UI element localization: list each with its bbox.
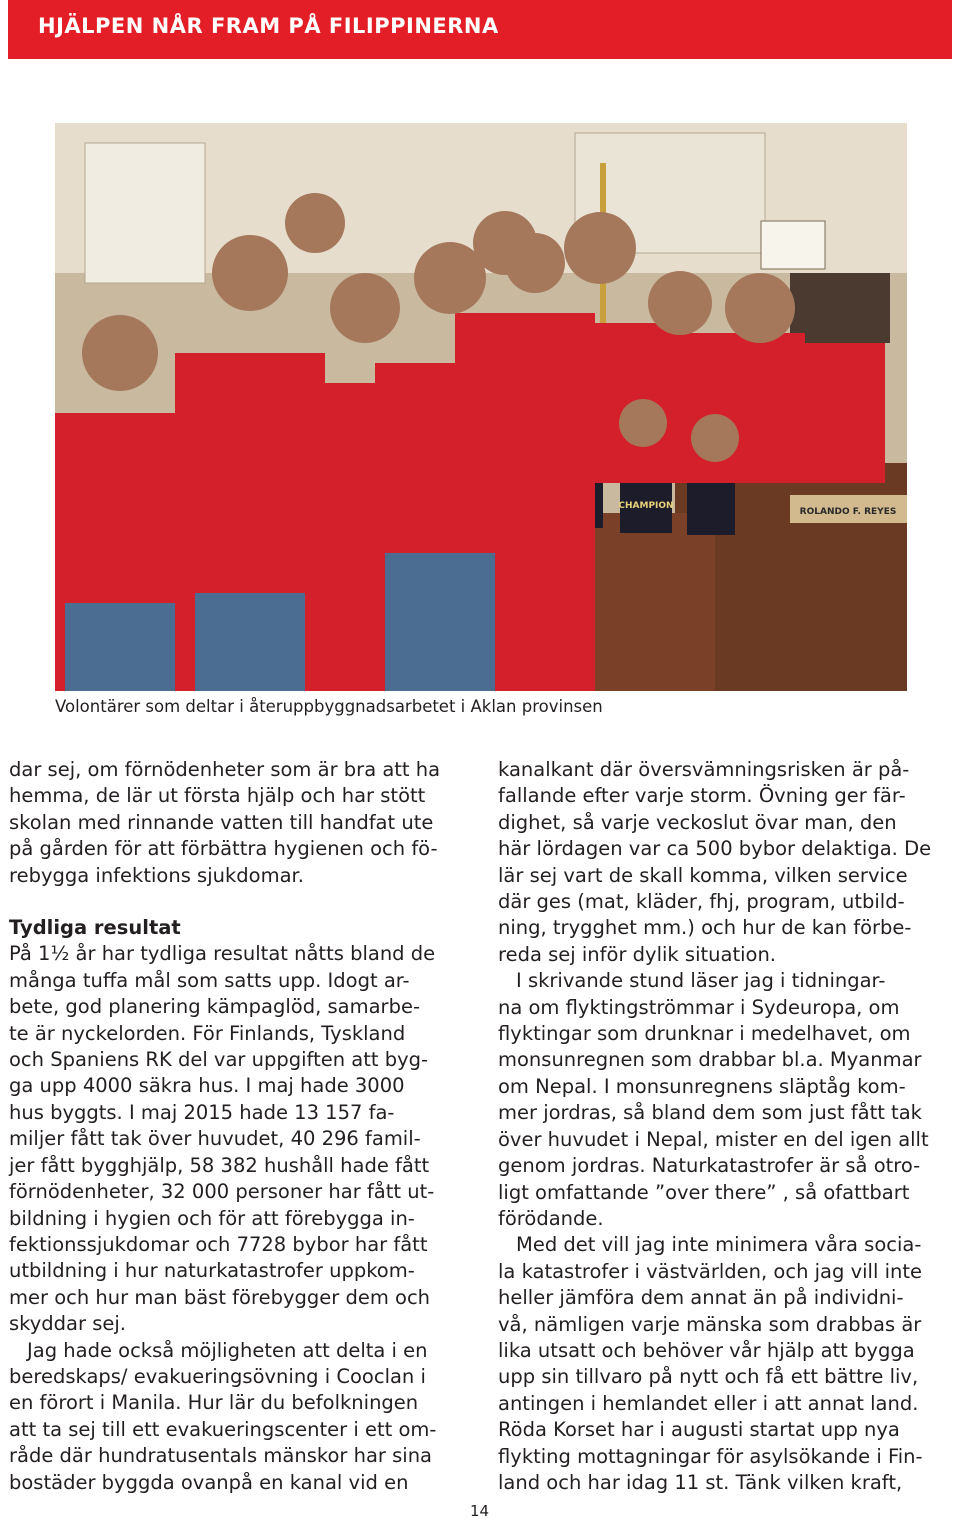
text-line: fallande efter varje storm. Övning ger fär- bbox=[498, 784, 906, 808]
text-line: över huvudet i Nepal, mister en del igen allt bbox=[498, 1127, 929, 1151]
text-line: flyktingar som drunknar i medelhavet, om bbox=[498, 1022, 911, 1046]
text-line: bostäder byggda ovanpå en kanal vid en bbox=[9, 1470, 409, 1494]
right-column bbox=[498, 757, 952, 1496]
paragraph bbox=[9, 941, 464, 1337]
paragraph bbox=[498, 757, 952, 968]
text-line: miljer fått tak över huvudet, 40 296 famil- bbox=[9, 1127, 421, 1151]
text-line: beredskaps/ evakueringsövning i Cooclan i bbox=[9, 1364, 426, 1388]
text-line: lär sej vart de skall komma, vilken service bbox=[498, 863, 908, 887]
text-line: mer och hur man bäst förebygger dem och bbox=[9, 1285, 431, 1309]
text-line: skyddar sej. bbox=[9, 1312, 126, 1336]
text-line: jer fått bygghjälp, 58 382 hushåll hade fått bbox=[9, 1153, 430, 1177]
text-line: där ges (mat, kläder, fhj, program, utbild- bbox=[498, 890, 905, 914]
text-line: många tuffa mål som satts upp. Idogt ar- bbox=[9, 968, 410, 992]
text-line: mer jordras, så bland dem som just fått tak bbox=[498, 1101, 922, 1125]
text-line: na om flyktingströmmar i Sydeuropa, om bbox=[498, 995, 900, 1019]
text-line: bete, god planering kämpaglöd, samarbe- bbox=[9, 995, 420, 1019]
text-line: kanalkant där översvämningsrisken är på- bbox=[498, 758, 910, 781]
text-line: hus byggts. I maj 2015 hade 13 157 fa- bbox=[9, 1100, 395, 1124]
text-line: monsunregnen som drabbar bl.a. Myanmar bbox=[498, 1048, 922, 1072]
text-line: en förort i Manila. Hur lär du befolkningen bbox=[9, 1391, 419, 1415]
text-line: ga upp 4000 säkra hus. I maj hade 3000 bbox=[9, 1074, 405, 1098]
text-line: dar sej, om förnödenheter som är bra att ha bbox=[9, 758, 441, 781]
text-line: på gården för att förbättra hygienen och fö- bbox=[9, 837, 438, 861]
text-line: I skrivande stund läser jag i tidningar- bbox=[516, 969, 886, 993]
text-line: la katastrofer i västvärlden, och jag vill inte bbox=[498, 1259, 922, 1283]
paragraph bbox=[9, 757, 464, 889]
text-line: om Nepal. I monsunregnens släptåg kom- bbox=[498, 1074, 906, 1098]
photo-illustration bbox=[55, 123, 907, 691]
text-line: land och har idag 11 st. Tänk vilken kraft, bbox=[498, 1470, 903, 1494]
text-line: förnödenheter, 32 000 personer har fått ut- bbox=[9, 1180, 435, 1204]
text-line: rebygga infektions sjukdomar. bbox=[9, 863, 304, 887]
desk-name-sign: ROLANDO F. REYES bbox=[799, 507, 897, 517]
text-line: genom jordras. Naturkatastrofer är så otro- bbox=[498, 1154, 921, 1178]
text-line: hemma, de lär ut första hjälp och har stött bbox=[9, 784, 426, 808]
text-line: skolan med rinnande vatten till handfat ute bbox=[9, 810, 434, 834]
paragraph bbox=[498, 968, 952, 1232]
paragraph bbox=[498, 1232, 952, 1496]
photo-caption: Volontärer som deltar i återuppbyggnadsarbetet i Aklan provinsen bbox=[55, 697, 603, 716]
section-subheading: Tydliga resultat bbox=[9, 916, 181, 940]
text-line: råde där hundratusentals mänskor har sina bbox=[9, 1444, 433, 1468]
text-line: förödande. bbox=[498, 1206, 604, 1230]
text-line: Jag hade också möjligheten att delta i en bbox=[27, 1338, 428, 1362]
text-line: ning, trygghet mm.) och hur de kan förbe- bbox=[498, 916, 912, 940]
text-line: lika utsatt och behöver vår hjälp att bygga bbox=[498, 1338, 915, 1362]
text-line: Med det vill jag inte minimera våra socia- bbox=[516, 1233, 922, 1257]
text-line: bildning i hygien och för att förebygga in- bbox=[9, 1206, 415, 1230]
text-line: utbildning i hur naturkatastrofer uppkom- bbox=[9, 1259, 415, 1283]
text-line: antingen i hemlandet eller i att annat land. bbox=[498, 1391, 919, 1415]
poster-label: CHAMPION bbox=[618, 501, 674, 511]
text-line: Röda Korset har i augusti startat upp nya bbox=[498, 1418, 900, 1442]
text-line: reda sej inför dylik situation. bbox=[498, 942, 776, 966]
text-line: flykting mottagningar för asylsökande i Fin- bbox=[498, 1444, 923, 1468]
text-line: upp sin tillvaro på nytt och få ett bättre liv, bbox=[498, 1365, 919, 1389]
text-line: ligt omfattande ”over there” , så ofattbart bbox=[498, 1180, 910, 1204]
text-line: att ta sej till ett evakueringscenter i ett om- bbox=[9, 1417, 437, 1441]
text-line: här lördagen var ca 500 bybor delaktiga. De bbox=[498, 837, 932, 861]
page-title: HJÄLPEN NÅR FRAM PÅ FILIPPINERNA bbox=[38, 14, 499, 38]
text-line: vå, nämligen varje mänska som drabbas är bbox=[498, 1312, 922, 1336]
text-line: och Spaniens RK del var uppgiften att byg- bbox=[9, 1048, 429, 1072]
text-line: fektionssjukdomar och 7728 bybor har fått bbox=[9, 1232, 428, 1256]
left-column bbox=[9, 757, 464, 1496]
text-line: På 1½ år har tydliga resultat nåtts bland de bbox=[9, 942, 436, 966]
text-line: dighet, så varje veckoslut övar man, den bbox=[498, 810, 897, 834]
page-number: 14 bbox=[470, 1502, 490, 1520]
paragraph bbox=[9, 1338, 464, 1496]
text-line: heller jämföra dem annat än på individni- bbox=[498, 1286, 904, 1310]
header-banner bbox=[8, 0, 952, 59]
volunteer-group-photo bbox=[55, 123, 907, 691]
text-line: te är nyckelorden. För Finlands, Tyskland bbox=[9, 1021, 406, 1045]
